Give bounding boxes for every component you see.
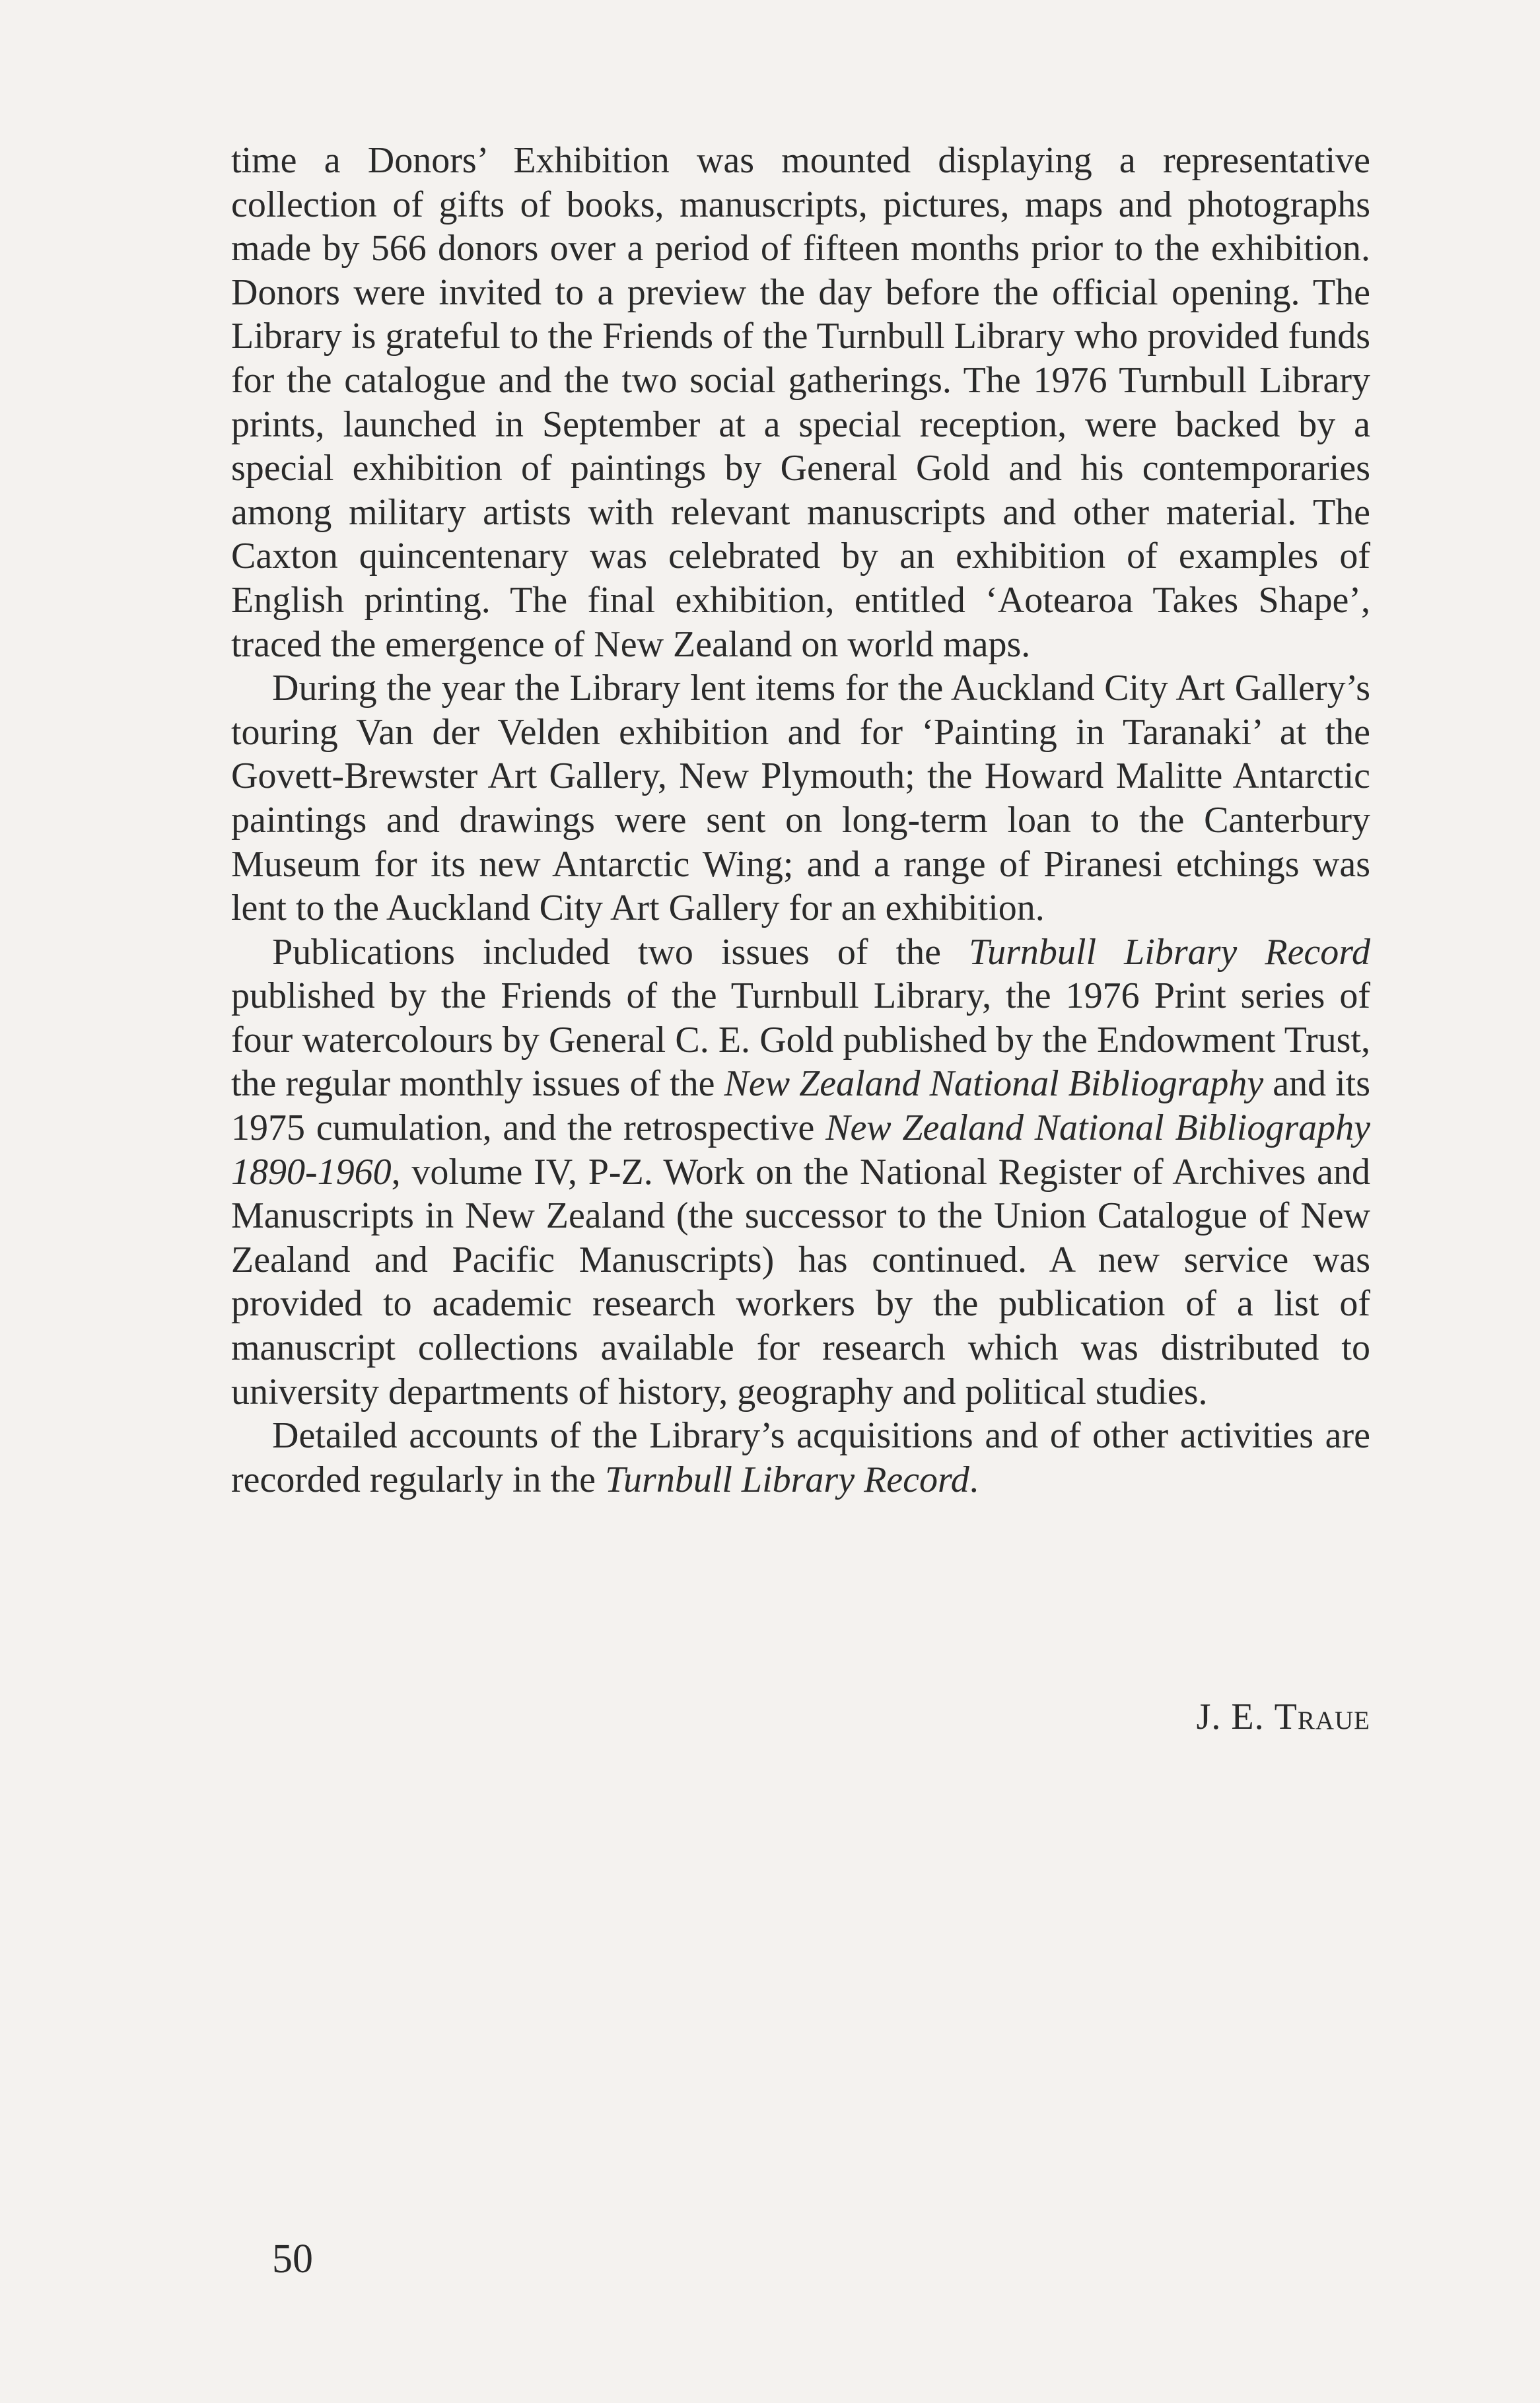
paragraph-text: Publications included two issues of the xyxy=(272,931,969,973)
author-surname: Traue xyxy=(1274,1696,1370,1737)
paragraph-text: time a Donors’ Exhibition was mounted displaying a representative collection of gifts of books, manuscripts, pictures, maps and photographs made by 566 donors over a period of fifteen months prior to the exhibition. Donors were invited to a preview the day before the official opening. The Library is grateful to the Friends of the Turnbull Library who provided funds for the catalogue and the two social gatherings. The 1976 Turnbull Library prints, launched in September at a special reception, were backed by a special exhibition of paintings by General Gold and his contemporaries among military artists with relevant manuscripts and other material. The Caxton quincentenary was celebrated by an exhibition of examples of English printing. The final exhibition, entitled ‘Aotearoa Takes Shape’, traced the emergence of New Zealand on world maps. xyxy=(231,140,1370,665)
paragraph-loans xyxy=(231,666,1370,930)
author-signature xyxy=(231,1695,1370,1739)
publication-title: New Zealand National Bibliography xyxy=(724,1063,1264,1105)
body-text xyxy=(231,139,1370,1502)
publication-title: Turnbull Library Record xyxy=(969,931,1370,973)
author-initials: J. E. xyxy=(1196,1696,1275,1737)
paragraph-accounts xyxy=(231,1414,1370,1502)
paragraph-text: During the year the Library lent items for the Auckland City Art Gallery’s touring Van der Velden exhibition and for ‘Painting in Taranaki’ at the Govett-Brewster Art Gallery, New Plymouth; the Howard Malitte Antarctic paintings and drawings were sent on long-term loan to the Canterbury Museum for its new Antarctic Wing; and a range of Piranesi etchings was lent to the Auckland City Art Gallery for an exhibition. xyxy=(231,668,1370,929)
paragraph-text: , volume IV, P-Z. Work on the National Register of Archives and Manuscripts in New Zealand (the successor to the Union Catalogue of New Zealand and Pacific Manuscripts) has continued. A new service was provided to academic research workers by the publication of a list of manuscript collections available for research which was distributed to university departments of history, geography and political studies. xyxy=(231,1151,1370,1412)
paragraph-text: Detailed accounts of the Library’s acquisitions and of other activities are recorded regularly in the xyxy=(231,1415,1370,1500)
paragraph-text: published by the Friends of the Turnbull Library, the 1976 Print series of four watercolours by General C. E. Gold published by the Endowment Trust, the regular monthly issues of the xyxy=(231,975,1370,1105)
publication-title: New Zealand National Bibliography 1890-1960 xyxy=(231,1107,1370,1193)
paragraph-publications xyxy=(231,930,1370,1414)
paragraph-text: and its 1975 cumulation, and the retrospective xyxy=(231,1063,1370,1149)
paragraph-text: . xyxy=(969,1459,979,1500)
publication-title: Turnbull Library Record xyxy=(604,1459,969,1500)
paragraph-exhibitions xyxy=(231,139,1370,666)
page-number: 50 xyxy=(272,2237,313,2281)
